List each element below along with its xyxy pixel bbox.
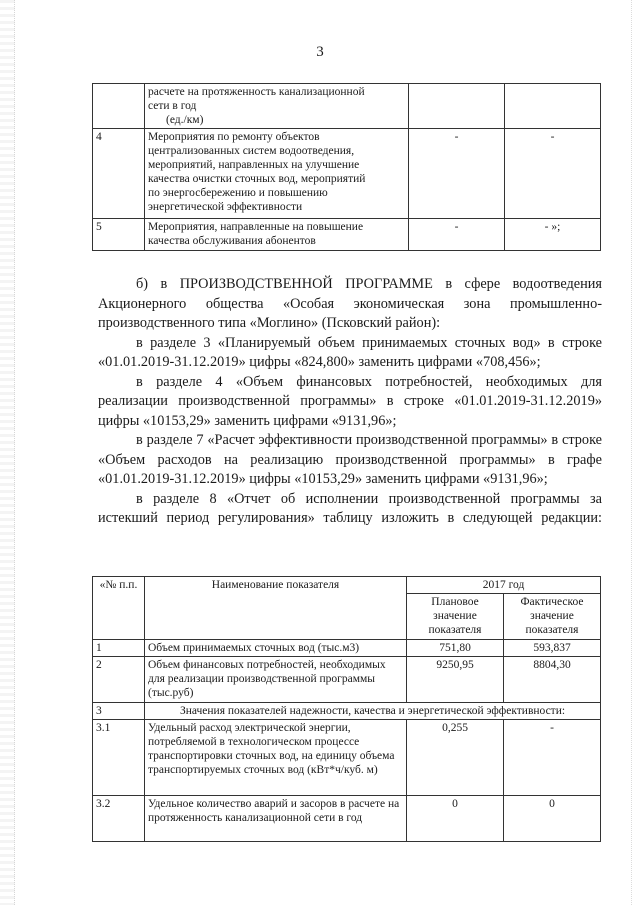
header-name: Наименование показателя — [145, 577, 407, 640]
text-line: энергетической эффективности — [148, 201, 303, 213]
header-year: 2017 год — [407, 577, 601, 594]
text-line: по энергосбережению и повышению — [148, 187, 328, 199]
table-row — [93, 657, 601, 703]
indicator-name: Удельный расход электрической энергии, потребляемой в технологическом процессе транспортировки сточных вод, на единицу объема транспортируемых сточных вод (кВт*ч/куб. м) — [145, 720, 407, 796]
plan-value: 0,255 — [407, 720, 504, 796]
paragraph-section-3: в разделе 3 «Планируемый объем принимаемых сточных вод» в строке «01.01.2019-31.12.2019» цифры «824,800» заменить цифрами «708,456»; — [98, 334, 602, 370]
paragraph-section-8: в разделе 8 «Отчет об исполнении производственной программы за истекший период регулирования» таблицу изложить в следующей редакции: — [98, 490, 602, 526]
row-number: 1 — [93, 640, 145, 657]
table-row — [93, 720, 601, 796]
plan-value: 0 — [407, 796, 504, 842]
plan-value — [409, 84, 505, 129]
text-line: качества обслуживания абонентов — [148, 235, 316, 247]
text-line: (ед./км) — [166, 114, 204, 126]
top-table — [92, 83, 601, 251]
indicator-name — [145, 219, 409, 251]
table-row — [93, 84, 601, 129]
row-number: 3.2 — [93, 796, 145, 842]
text-line: сети в год — [148, 100, 197, 112]
row-number — [93, 84, 145, 129]
section-row — [93, 703, 601, 720]
fact-value: - — [505, 129, 601, 219]
page-number: 3 — [316, 44, 324, 60]
fact-value: 0 — [504, 796, 601, 842]
amendment-text — [98, 275, 602, 529]
indicator-name: Объем финансовых потребностей, необходимых для реализации производственной программы (тыс.руб) — [145, 657, 407, 703]
text-line: расчете на протяженность канализационной — [148, 86, 365, 98]
indicator-name — [145, 84, 409, 129]
table-row — [93, 640, 601, 657]
fact-value: 593,837 — [504, 640, 601, 657]
row-number: 3.1 — [93, 720, 145, 796]
report-table — [92, 576, 601, 842]
row-number: 3 — [93, 703, 145, 720]
plan-value: - — [409, 219, 505, 251]
header-row — [93, 577, 601, 594]
header-plan: Плановое значение показателя — [407, 594, 504, 640]
indicator-name: Удельное количество аварий и засоров в расчете на протяженность канализационной сети в год — [145, 796, 407, 842]
paragraph-b: б) в ПРОИЗВОДСТВЕННОЙ ПРОГРАММЕ в сфере водоотведения Акционерного общества «Особая экономическая зона промышленно-производственного типа «Моглино» (Псковский район): — [98, 276, 602, 331]
fact-value: - »; — [505, 219, 601, 251]
fact-value — [505, 84, 601, 129]
table-row — [93, 219, 601, 251]
scan-edge-right — [631, 0, 640, 905]
section-title: Значения показателей надежности, качества и энергетической эффективности: — [145, 703, 601, 720]
paragraph-section-7: в разделе 7 «Расчет эффективности производственной программы» в строке «Объем расходов на реализацию производственной программы» в графе «01.01.2019-31.12.2019» цифры «10153,29» заменить цифрами «9131,96»; — [98, 432, 602, 487]
text-line: качества очистки сточных вод, мероприятий — [148, 173, 366, 185]
plan-value: 751,80 — [407, 640, 504, 657]
fact-value: - — [504, 720, 601, 796]
table-row — [93, 129, 601, 219]
table-row — [93, 796, 601, 842]
header-fact: Фактическое значение показателя — [504, 594, 601, 640]
row-number: 5 — [93, 219, 145, 251]
header-num: «№ п.п. — [93, 577, 145, 640]
text-line: Мероприятия, направленные на повышение — [148, 221, 364, 233]
plan-value: - — [409, 129, 505, 219]
scan-edge-left — [0, 0, 15, 905]
row-number: 4 — [93, 129, 145, 219]
text-line: мероприятий, направленных на улучшение — [148, 159, 360, 171]
paragraph-section-4: в разделе 4 «Объем финансовых потребностей, необходимых для реализации производственной программы» в строке «01.01.2019-31.12.2019» цифры «10153,29» заменить цифрами «9131,96»; — [98, 373, 602, 429]
text-line: централизованных систем водоотведения, — [148, 145, 355, 157]
fact-value: 8804,30 — [504, 657, 601, 703]
indicator-name: Объем принимаемых сточных вод (тыс.м3) — [145, 640, 407, 657]
indicator-name — [145, 129, 409, 219]
text-line: Мероприятия по ремонту объектов — [148, 131, 320, 143]
row-number: 2 — [93, 657, 145, 703]
plan-value: 9250,95 — [407, 657, 504, 703]
